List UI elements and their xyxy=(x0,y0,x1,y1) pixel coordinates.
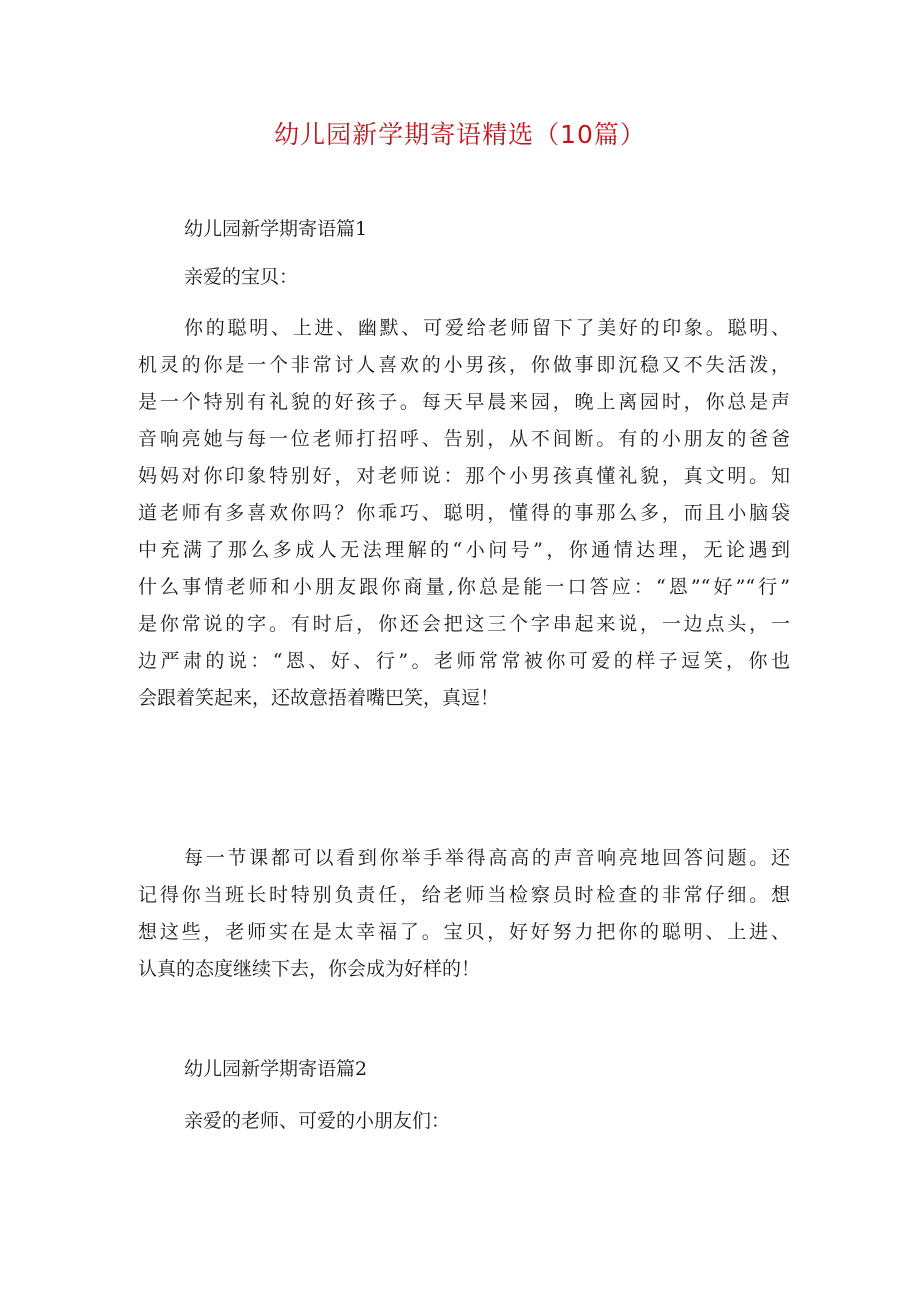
paragraph-line: 想这些，老师实在是太幸福了。宝贝，好好努力把你的聪明、上进、 xyxy=(138,921,790,943)
salutation-1: 亲爱的宝贝： xyxy=(184,266,299,288)
section-1-paragraph-2 xyxy=(138,840,790,988)
paragraph-line: 道老师有多喜欢你吗？你乖巧、聪明，懂得的事那么多，而且小脑袋 xyxy=(138,502,790,524)
section-heading-1: 幼儿园新学期寄语篇1 xyxy=(184,218,368,240)
paragraph-line: 认真的态度继续下去，你会成为好样的！ xyxy=(138,958,481,980)
paragraph-line: 机灵的你是一个非常讨人喜欢的小男孩，你做事即沉稳又不失活泼， xyxy=(138,354,790,376)
paragraph-line: 会跟着笑起来，还故意捂着嘴巴笑，真逗！ xyxy=(138,687,500,709)
paragraph-line: 中充满了那么多成人无法理解的“小问号”，你通情达理，无论遇到 xyxy=(138,539,790,561)
paragraph-line: 边严肃的说：“恩、好、行”。老师常常被你可爱的样子逗笑，你也 xyxy=(138,650,790,672)
paragraph-line: 妈妈对你印象特别好，对老师说：那个小男孩真懂礼貌，真文明。知 xyxy=(138,465,790,487)
section-1-paragraph-1 xyxy=(138,310,790,717)
paragraph-line: 是你常说的字。有时后，你还会把这三个字串起来说，一边点头，一 xyxy=(138,613,790,635)
paragraph-line: 记得你当班长时特别负责任，给老师当检察员时检查的非常仔细。想 xyxy=(138,884,790,906)
paragraph-line: 你的聪明、上进、幽默、可爱给老师留下了美好的印象。聪明、 xyxy=(184,317,790,339)
paragraph-line: 音响亮她与每一位老师打招呼、告别，从不间断。有的小朋友的爸爸 xyxy=(138,428,790,450)
paragraph-line: 每一节课都可以看到你举手举得高高的声音响亮地回答问题。还 xyxy=(184,847,790,869)
document-title: 幼儿园新学期寄语精选（10篇） xyxy=(274,120,646,149)
paragraph-line: 什么事情老师和小朋友跟你商量,你总是能一口答应：“恩”“好”“行” xyxy=(138,576,790,598)
salutation-2: 亲爱的老师、可爱的小朋友们： xyxy=(184,1110,451,1132)
section-heading-2: 幼儿园新学期寄语篇2 xyxy=(184,1058,368,1080)
paragraph-line: 是一个特别有礼貌的好孩子。每天早晨来园，晚上离园时，你总是声 xyxy=(138,391,790,413)
